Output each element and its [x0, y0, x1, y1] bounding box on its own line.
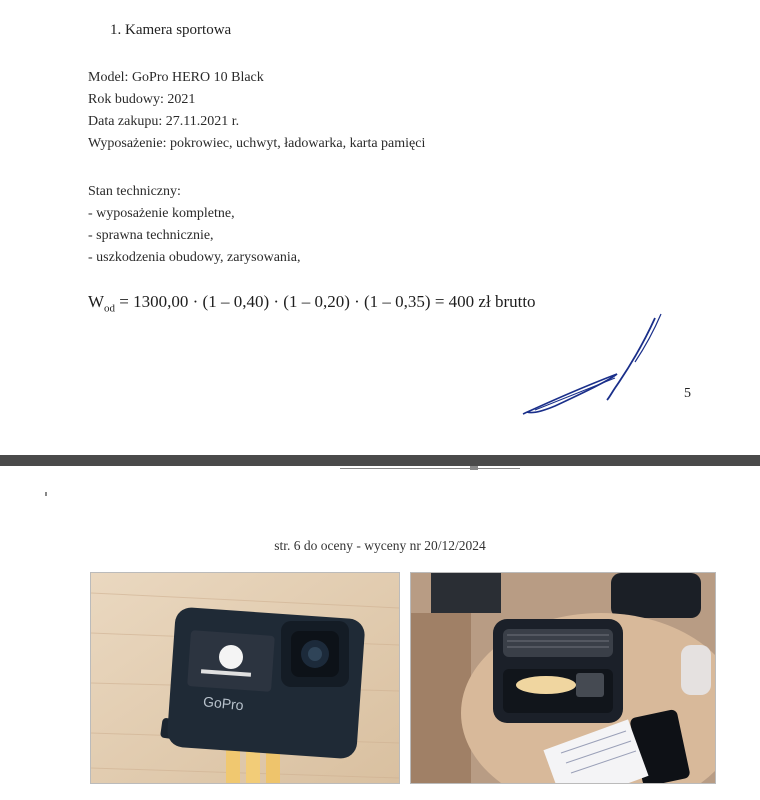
- scan-artifact: [470, 466, 478, 470]
- formula-subscript: od: [104, 302, 116, 315]
- condition-title: Stan techniczny:: [88, 184, 181, 199]
- camera-brand-label: GoPro: [202, 693, 245, 714]
- formula-expression: = 1300,00 · (1 – 0,40) · (1 – 0,20) · (1 – 0,35) = 400 zł brutto: [115, 292, 536, 311]
- signature: [515, 310, 675, 420]
- accessories-photo-image: [411, 573, 715, 783]
- camera-photo: [90, 572, 400, 784]
- section-heading: 1. Kamera sportowa: [110, 22, 232, 38]
- camera-details: [88, 67, 425, 155]
- model-line: Model: GoPro HERO 10 Black: [88, 70, 264, 85]
- page-divider: [0, 455, 760, 466]
- equipment-line: Wyposażenie: pokrowiec, uchwyt, ładowarka, karta pamięci: [88, 136, 426, 151]
- condition-item: - sprawna technicznie,: [88, 228, 214, 243]
- condition-item: - uszkodzenia obudowy, zarysowania,: [88, 250, 301, 265]
- technical-condition: [88, 181, 301, 269]
- camera-photo-image: [91, 573, 399, 783]
- scan-artifact: [45, 492, 47, 496]
- purchase-date-line: Data zakupu: 27.11.2021 r.: [88, 114, 240, 129]
- page-number: 5: [684, 386, 691, 401]
- page-6: [0, 466, 760, 800]
- formula-symbol: W: [88, 292, 105, 311]
- accessories-photo: [410, 572, 716, 784]
- valuation-formula: [88, 292, 536, 314]
- scan-artifact: [340, 468, 520, 469]
- condition-item: - wyposażenie kompletne,: [88, 206, 235, 221]
- page-header: str. 6 do oceny - wyceny nr 20/12/2024: [274, 538, 486, 553]
- year-line: Rok budowy: 2021: [88, 92, 196, 107]
